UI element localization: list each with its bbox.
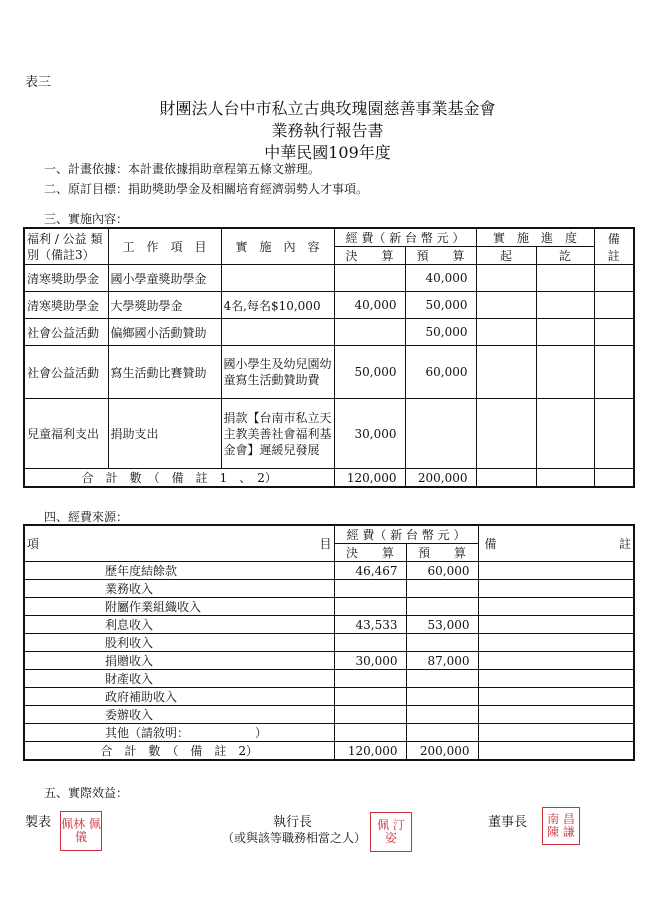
total-actual: 120,000: [334, 469, 405, 488]
header-note: 備 註: [594, 228, 634, 265]
row-category: 社會公益活動: [24, 346, 108, 399]
row-item: 其他（請敘明： ）: [24, 724, 334, 742]
row-budget: [405, 399, 476, 469]
row-category: 兒童福利支出: [24, 399, 108, 469]
total-row: [24, 469, 634, 488]
table-row: [24, 399, 634, 469]
header-actual: 決 算: [334, 544, 406, 562]
table-row: [24, 319, 634, 346]
header-note: 備 註: [478, 525, 634, 562]
row-budget: [406, 706, 478, 724]
implementation-table: [23, 227, 635, 488]
table-row: [24, 265, 634, 292]
header-progress: 實 施 進 度: [476, 228, 594, 247]
row-budget: 50,000: [405, 292, 476, 319]
table-row: [24, 580, 634, 598]
total-budget: 200,000: [406, 742, 478, 761]
header-funds: 經 費（ 新 台 幣 元 ）: [334, 228, 476, 247]
row-item: 偏鄉國小活動贊助: [108, 319, 221, 346]
row-item: 寫生活動比賽贊助: [108, 346, 221, 399]
row-item: 捐贈收入: [24, 652, 334, 670]
row-item: 財產收入: [24, 670, 334, 688]
row-category: 清寒獎助學金: [24, 292, 108, 319]
table-row: [24, 292, 634, 319]
row-actual: 30,000: [334, 652, 406, 670]
row-content: [221, 319, 334, 346]
table-row: [24, 670, 634, 688]
total-actual: 120,000: [334, 742, 406, 761]
row-actual: [334, 598, 406, 616]
row-actual: 46,467: [334, 562, 406, 580]
row-budget: 40,000: [405, 265, 476, 292]
executive-note: （或與該等職務相當之人）: [222, 831, 367, 845]
preparer-seal: 佩林 佩儀: [60, 811, 102, 851]
row-item: 捐助支出: [108, 399, 221, 469]
row-content: [221, 265, 334, 292]
row-budget: [406, 724, 478, 742]
table-row: [24, 598, 634, 616]
row-item: 業務收入: [24, 580, 334, 598]
row-actual: [334, 670, 406, 688]
row-actual: [334, 688, 406, 706]
table-row: [24, 562, 634, 580]
table-row: [24, 724, 634, 742]
table-row: [24, 688, 634, 706]
row-content: 國小學生及幼兒園幼童寫生活動贊助費: [221, 346, 334, 399]
row-category: 清寒獎助學金: [24, 265, 108, 292]
header-content: 實 施 內 容: [221, 228, 334, 265]
title-report: 業務執行報告書: [271, 121, 384, 140]
row-item: 委辦收入: [24, 706, 334, 724]
header-from: 起: [476, 247, 536, 265]
table-row: [24, 346, 634, 399]
row-item: 附屬作業組織收入: [24, 598, 334, 616]
row-actual: [334, 724, 406, 742]
section-benefits-title: 五、實際效益：: [44, 786, 129, 800]
chairman-label: 董事長: [488, 815, 528, 830]
row-budget: [406, 598, 478, 616]
title-year: 中華民國109年度: [264, 143, 391, 162]
table-row: [24, 634, 634, 652]
page-label: 表三: [25, 75, 52, 90]
header-to: 訖: [536, 247, 594, 265]
header-budget: 預 算: [405, 247, 476, 265]
total-row: [24, 742, 634, 761]
row-item: 利息收入: [24, 616, 334, 634]
row-item: 大學獎助學金: [108, 292, 221, 319]
row-item: 國小學童獎助學金: [108, 265, 221, 292]
total-label: 合 計 數 （ 備 註 2）: [24, 742, 334, 761]
executive-label: 執行長: [273, 815, 313, 830]
total-label: 合 計 數 （ 備 註 1 、 2）: [24, 469, 334, 488]
funding-table: [23, 524, 635, 761]
title-foundation: 財團法人台中市私立古典玫瑰園慈善事業基金會: [159, 99, 496, 118]
plan-basis: 一、計畫依據：本計畫依據捐助章程第五條文辦理。: [44, 162, 321, 176]
header-work-item: 工 作 項 目: [108, 228, 221, 265]
row-budget: [406, 580, 478, 598]
row-budget: [406, 634, 478, 652]
plan-objective: 二、原訂目標：捐助獎助學金及相關培育經濟弱勢人才事項。: [44, 182, 369, 196]
section-implementation-title: 三、實施內容：: [44, 212, 129, 226]
row-actual: [334, 580, 406, 598]
row-budget: [406, 688, 478, 706]
section-funding-title: 四、經費來源：: [44, 510, 129, 524]
table-row: [24, 652, 634, 670]
row-budget: 60,000: [405, 346, 476, 399]
row-content: 4名,每名$10,000: [221, 292, 334, 319]
row-budget: 87,000: [406, 652, 478, 670]
header-actual: 決 算: [334, 247, 405, 265]
row-budget: 60,000: [406, 562, 478, 580]
header-budget: 預 算: [406, 544, 478, 562]
row-actual: [334, 634, 406, 652]
header-category: 福利 / 公益 類別（備註3）: [24, 228, 108, 265]
row-budget: 50,000: [405, 319, 476, 346]
executive-seal: 佩 汀 姿: [370, 812, 412, 852]
row-category: 社會公益活動: [24, 319, 108, 346]
row-content: 捐款【台南市私立天主教美善社會福利基金會】遲緩兒發展: [221, 399, 334, 469]
row-actual: [334, 319, 405, 346]
total-budget: 200,000: [405, 469, 476, 488]
row-budget: 53,000: [406, 616, 478, 634]
row-actual: [334, 706, 406, 724]
row-actual: 50,000: [334, 346, 405, 399]
header-funds: 經 費（ 新 台 幣 元 ）: [334, 525, 478, 544]
row-actual: 40,000: [334, 292, 405, 319]
row-item: 股利收入: [24, 634, 334, 652]
chairman-seal: 南 昌 陳 謙: [542, 807, 580, 845]
row-actual: [334, 265, 405, 292]
row-item: 歷年度結餘款: [24, 562, 334, 580]
table-row: [24, 616, 634, 634]
row-actual: 43,533: [334, 616, 406, 634]
row-actual: 30,000: [334, 399, 405, 469]
row-budget: [406, 670, 478, 688]
table-row: [24, 706, 634, 724]
preparer-label: 製表: [25, 815, 52, 830]
header-item: 項 目: [24, 525, 334, 562]
row-item: 政府補助收入: [24, 688, 334, 706]
